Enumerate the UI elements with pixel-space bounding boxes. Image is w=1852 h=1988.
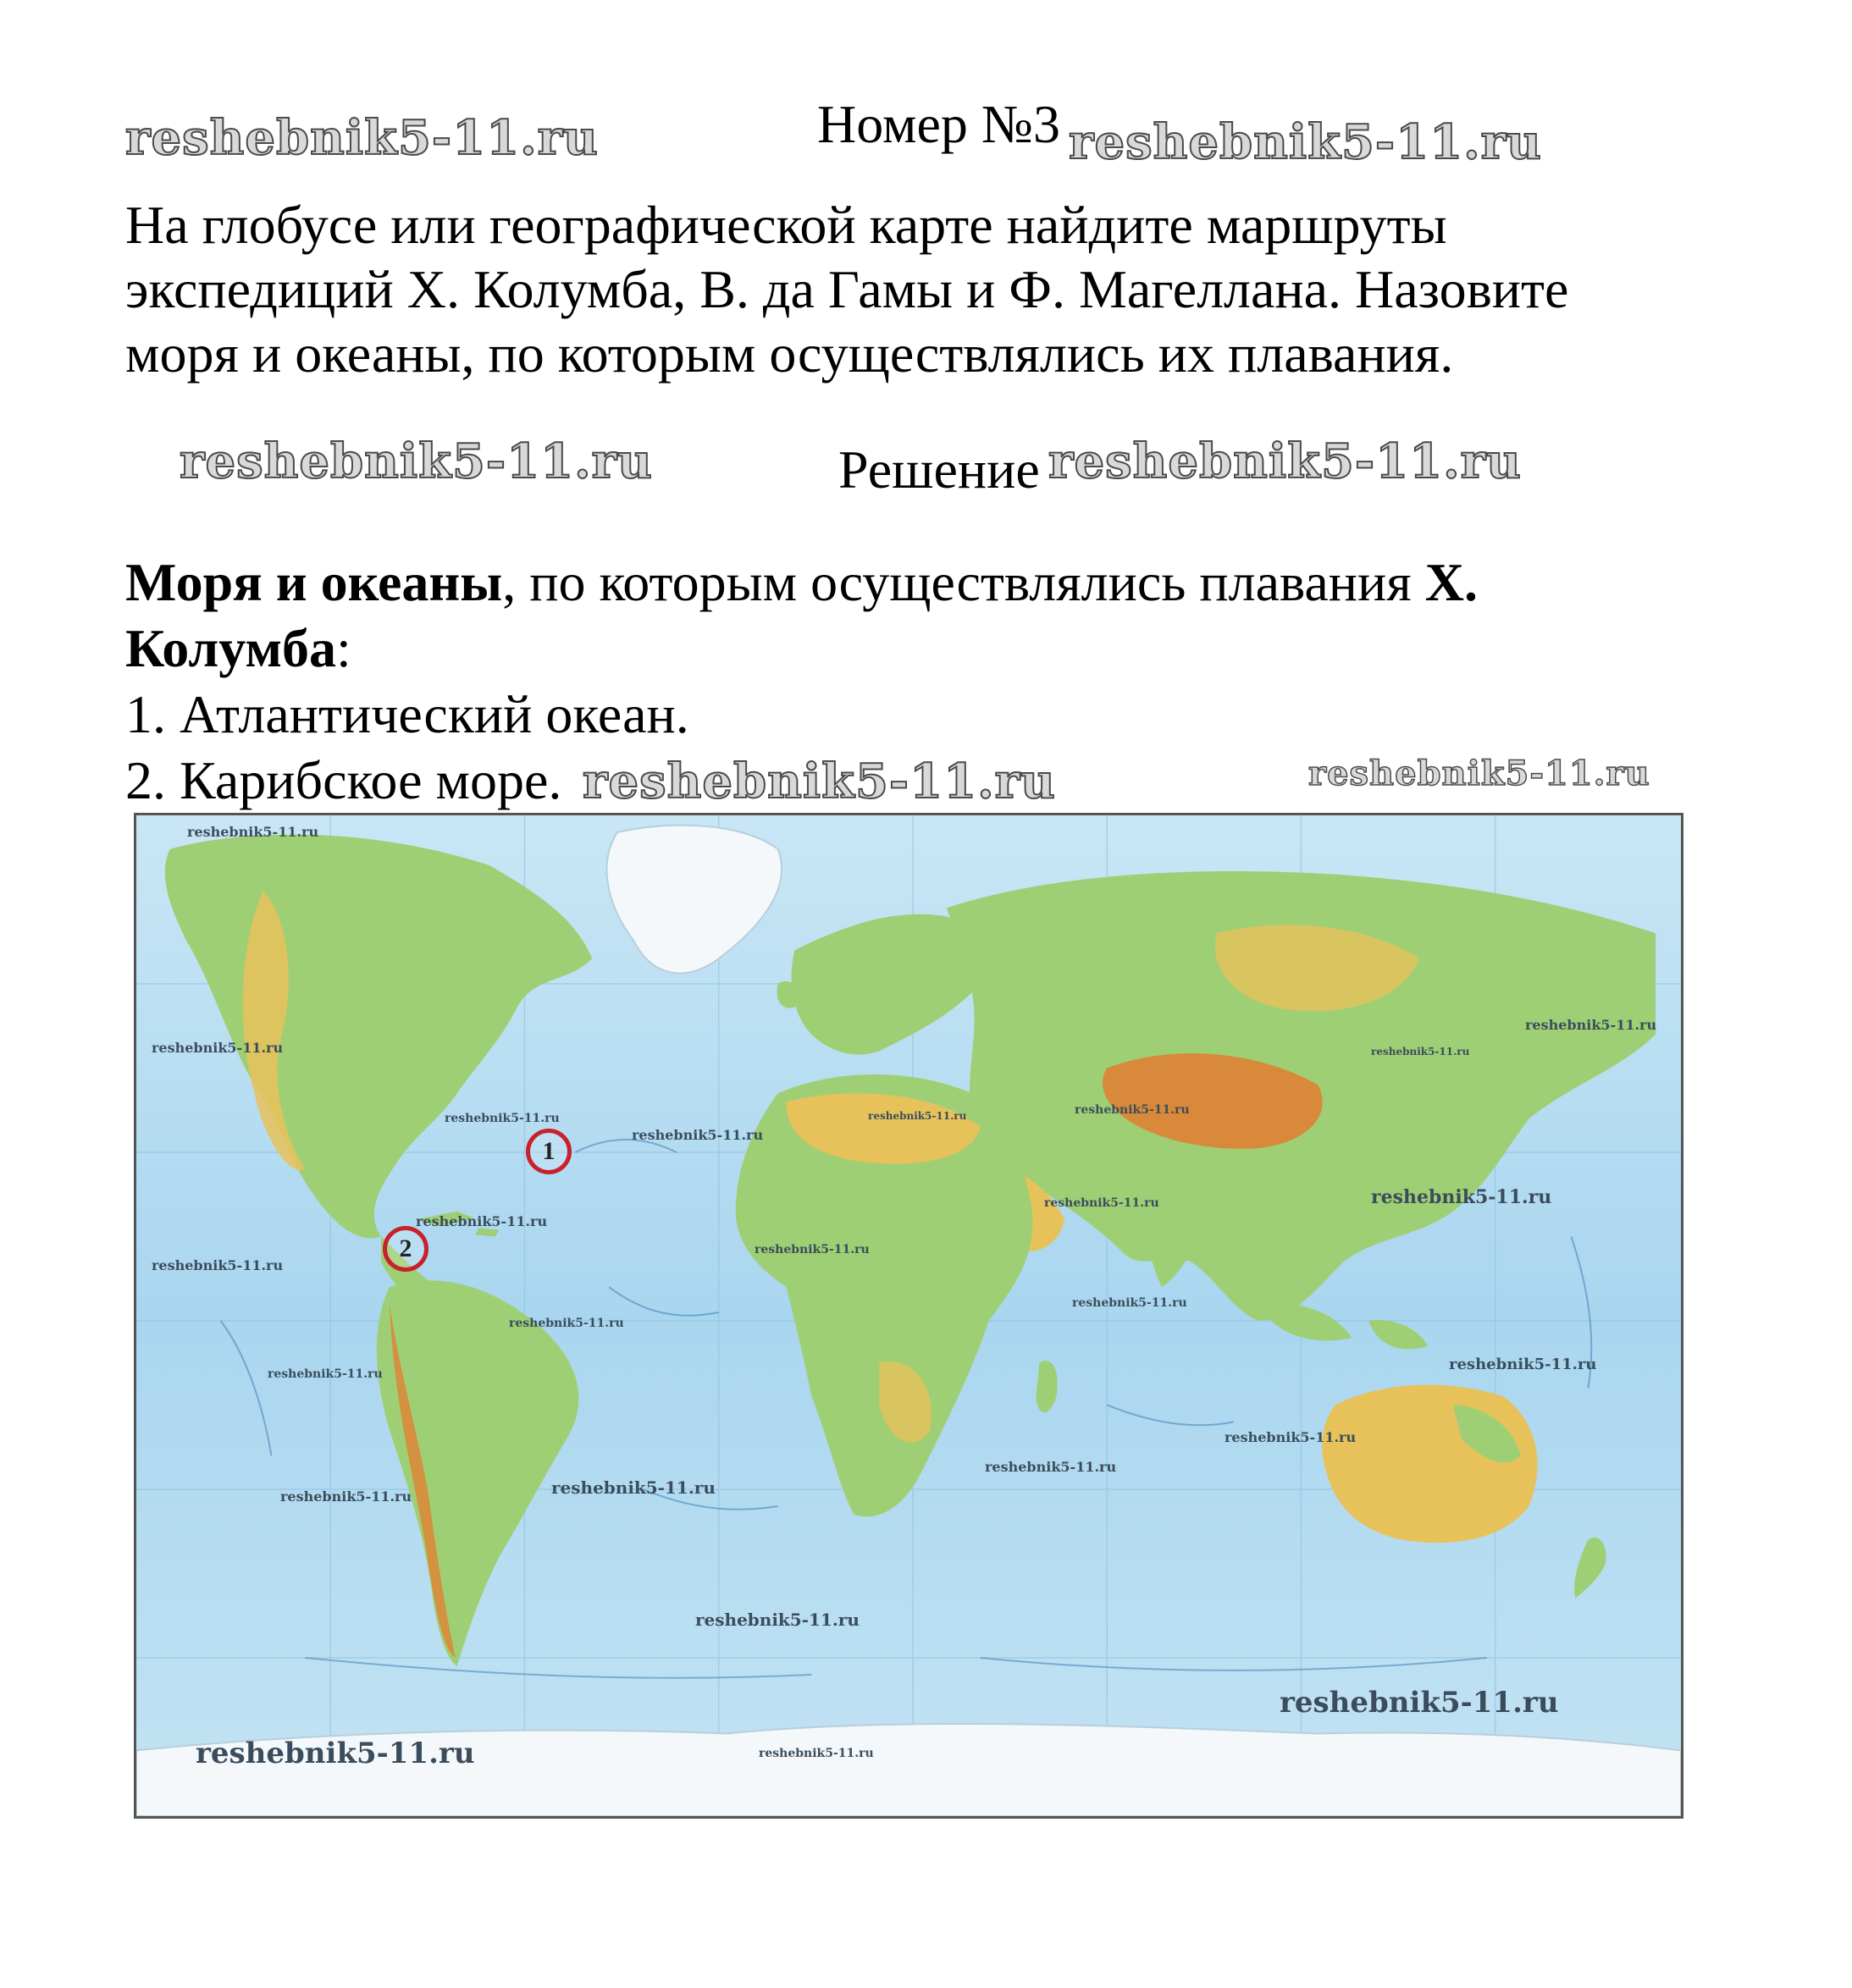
map-watermark: reshebnik5-11.ru (1280, 1686, 1559, 1720)
answer-bold: Моря и океаны (125, 552, 503, 612)
answer-item: 2. Карибское море. (125, 750, 562, 810)
watermark: reshebnik5-11.ru (1069, 114, 1542, 170)
map-watermark: reshebnik5-11.ru (187, 824, 319, 840)
map-watermark: reshebnik5-11.ru (1449, 1356, 1597, 1373)
map-watermark: reshebnik5-11.ru (551, 1477, 716, 1498)
map-watermark: reshebnik5-11.ru (509, 1317, 624, 1330)
map-watermark: reshebnik5-11.ru (196, 1737, 475, 1770)
route-marker-2: 2 (383, 1226, 428, 1272)
watermark: reshebnik5-11.ru (1308, 754, 1650, 793)
map-watermark: reshebnik5-11.ru (1525, 1017, 1657, 1033)
watermark: reshebnik5-11.ru (1048, 433, 1522, 489)
route-marker-1: 1 (526, 1129, 572, 1174)
map-watermark: reshebnik5-11.ru (759, 1747, 874, 1760)
map-watermark: reshebnik5-11.ru (445, 1112, 560, 1125)
map-watermark: reshebnik5-11.ru (1044, 1196, 1159, 1210)
watermark: reshebnik5-11.ru (583, 754, 1056, 809)
map-watermark: reshebnik5-11.ru (1371, 1046, 1470, 1058)
map-watermark: reshebnik5-11.ru (695, 1610, 860, 1630)
map-watermark: reshebnik5-11.ru (152, 1257, 284, 1273)
map-watermark: reshebnik5-11.ru (280, 1488, 412, 1505)
world-map-graphic (136, 815, 1681, 1816)
map-watermark: reshebnik5-11.ru (755, 1243, 870, 1256)
task-text (125, 193, 1568, 386)
answer-item: 1. Атлантический океан. (125, 684, 689, 744)
map-watermark: reshebnik5-11.ru (1371, 1186, 1552, 1208)
problem-number: Номер №3 (817, 94, 1060, 154)
task-line: моря и океаны, по которым осуществлялись их плавания. (125, 323, 1454, 384)
map-watermark: reshebnik5-11.ru (152, 1040, 284, 1056)
map-watermark: reshebnik5-11.ru (985, 1459, 1117, 1475)
map-watermark: reshebnik5-11.ru (1075, 1103, 1190, 1117)
map-watermark: reshebnik5-11.ru (1072, 1296, 1187, 1310)
answer-text: , по которым осуществлялись плавания (502, 552, 1425, 612)
task-line: На глобусе или географической карте найдите маршруты (125, 195, 1447, 255)
answer-bold: Колумба (125, 618, 337, 678)
answer-bold: Х. (1424, 552, 1478, 612)
answer-line-2 (125, 616, 351, 681)
solution-heading: Решение (838, 439, 1040, 500)
map-watermark: reshebnik5-11.ru (632, 1127, 764, 1143)
map-watermark: reshebnik5-11.ru (1225, 1429, 1357, 1445)
watermark: reshebnik5-11.ru (180, 433, 653, 489)
watermark: reshebnik5-11.ru (125, 110, 599, 166)
map-watermark: reshebnik5-11.ru (416, 1213, 548, 1229)
map-watermark: reshebnik5-11.ru (868, 1110, 967, 1122)
answer-line-1 (125, 550, 1478, 615)
world-map (134, 813, 1683, 1819)
map-watermark: reshebnik5-11.ru (268, 1367, 383, 1381)
task-line: экспедиций Х. Колумба, В. да Гамы и Ф. Магеллана. Назовите (125, 259, 1569, 319)
answer-text: : (336, 618, 351, 678)
